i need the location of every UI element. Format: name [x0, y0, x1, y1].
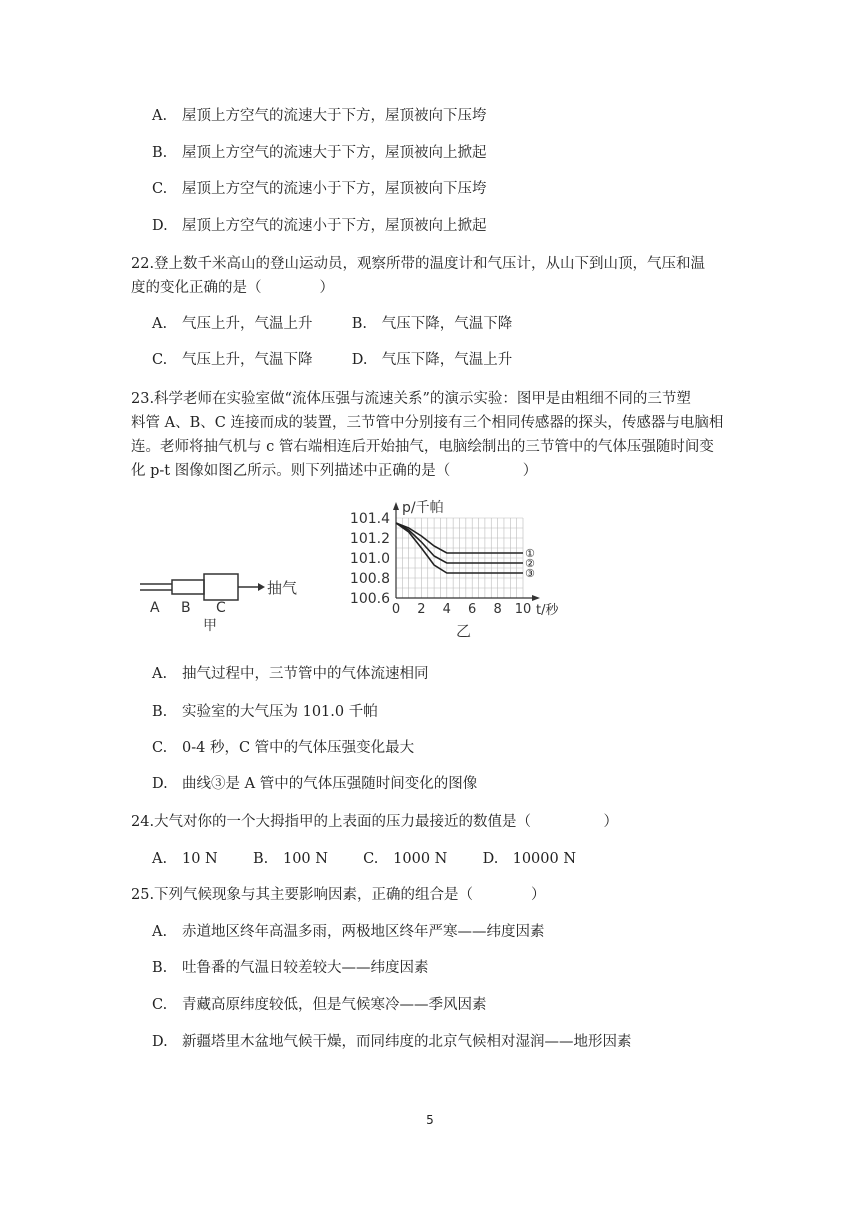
y-tick-label: 101.2 [349, 531, 390, 547]
q22-options-row2: C. 气压上升，气温下降 D. 气压下降，气温上升 [152, 352, 513, 368]
q22-stem-line1: 22.登上数千米高山的登山运动员，观察所带的温度计和气压计，从山下到山顶，气压和温 [131, 256, 706, 272]
q23-option-b: B. 实验室的大气压为 101.0 千帕 [152, 704, 378, 720]
q23-stem-line2: 料管 A、B、C 连接而成的装置，三节管中分别接有三个相同传感器的探头，传感器与电脑相 [131, 415, 724, 431]
tube-b [172, 580, 204, 594]
figure-jia [140, 574, 297, 634]
x-tick-label: 2 [417, 602, 426, 617]
label-b: B [181, 600, 191, 616]
label-c: C [216, 600, 226, 616]
tube-c [204, 574, 238, 600]
q23-option-a: A. 抽气过程中，三节管中的气体流速相同 [152, 666, 429, 682]
label-a: A [150, 600, 160, 616]
x-axis-arrow-icon [532, 595, 540, 601]
caption-yi: 乙 [456, 622, 472, 640]
q25-option-c: C. 青藏高原纬度较低，但是气候寒冷——季风因素 [152, 997, 487, 1013]
q23-option-c: C. 0-4 秒，C 管中的气体压强变化最大 [152, 740, 415, 756]
q21-option-b: B. 屋顶上方空气的流速大于下方，屋顶被向上掀起 [152, 145, 487, 161]
q24-options-row: A. 10 N B. 100 N C. 1000 N D. 10000 N [152, 851, 577, 867]
q23-stem-line4: 化 p-t 图像如图乙所示。则下列描述中正确的是（ ） [131, 463, 538, 479]
q23-stem-line3: 连。老师将抽气机与 c 管右端相连后开始抽气，电脑绘制出的三节管中的气体压强随时间变 [131, 439, 714, 455]
arrow-head-icon [258, 583, 265, 591]
y-tick-label: 100.6 [349, 591, 390, 607]
y-tick-label: 101.0 [349, 551, 390, 567]
x-tick-label: 4 [442, 602, 451, 617]
q21-option-a: A. 屋顶上方空气的流速大于下方，屋顶被向下压垮 [152, 108, 487, 124]
series-label-1: ① [525, 547, 535, 560]
q23-figure [138, 496, 598, 646]
y-tick-label: 100.8 [349, 571, 390, 587]
x-tick-label: 6 [468, 602, 477, 617]
q24-stem: 24.大气对你的一个大拇指甲的上表面的压力最接近的数值是（ ） [131, 814, 619, 830]
q22-options-row1: A. 气压上升，气温上升 B. 气压下降，气温下降 [152, 316, 513, 332]
y-axis-label: p/千帕 [402, 500, 444, 516]
caption-jia: 甲 [203, 618, 217, 634]
q21-option-d: D. 屋顶上方空气的流速小于下方，屋顶被向上掀起 [152, 218, 487, 234]
q21-option-c: C. 屋顶上方空气的流速小于下方，屋顶被向下压垮 [152, 181, 487, 197]
y-tick-label: 101.4 [349, 511, 390, 527]
x-tick-label: 8 [493, 602, 502, 617]
series-label-3: ③ [525, 567, 535, 580]
x-tick-label: 10 [514, 602, 532, 617]
q25-option-b: B. 吐鲁番的气温日较差较大——纬度因素 [152, 960, 429, 976]
x-axis-label: t/秒 [536, 603, 559, 618]
q22-stem-line2: 度的变化正确的是（ ） [131, 280, 334, 296]
q25-stem: 25.下列气候现象与其主要影响因素，正确的组合是（ ） [131, 887, 546, 903]
q23-stem-line1: 23.科学老师在实验室做“流体压强与流速关系”的演示实验：图甲是由粗细不同的三节塑 [131, 391, 691, 407]
q25-option-d: D. 新疆塔里木盆地气候干燥，而同纬度的北京气候相对湿润——地形因素 [152, 1034, 632, 1050]
q25-option-a: A. 赤道地区终年高温多雨，两极地区终年严寒——纬度因素 [152, 924, 545, 940]
q23-option-d: D. 曲线③是 A 管中的气体压强随时间变化的图像 [152, 776, 478, 792]
chart-grid [396, 518, 523, 598]
x-tick-label: 0 [391, 602, 401, 617]
page-number: 5 [426, 1113, 434, 1127]
figure-yi-chart [350, 499, 560, 640]
suction-label: 抽气 [267, 579, 298, 597]
series-label-2: ② [525, 557, 535, 570]
y-axis-arrow-icon [393, 502, 399, 510]
